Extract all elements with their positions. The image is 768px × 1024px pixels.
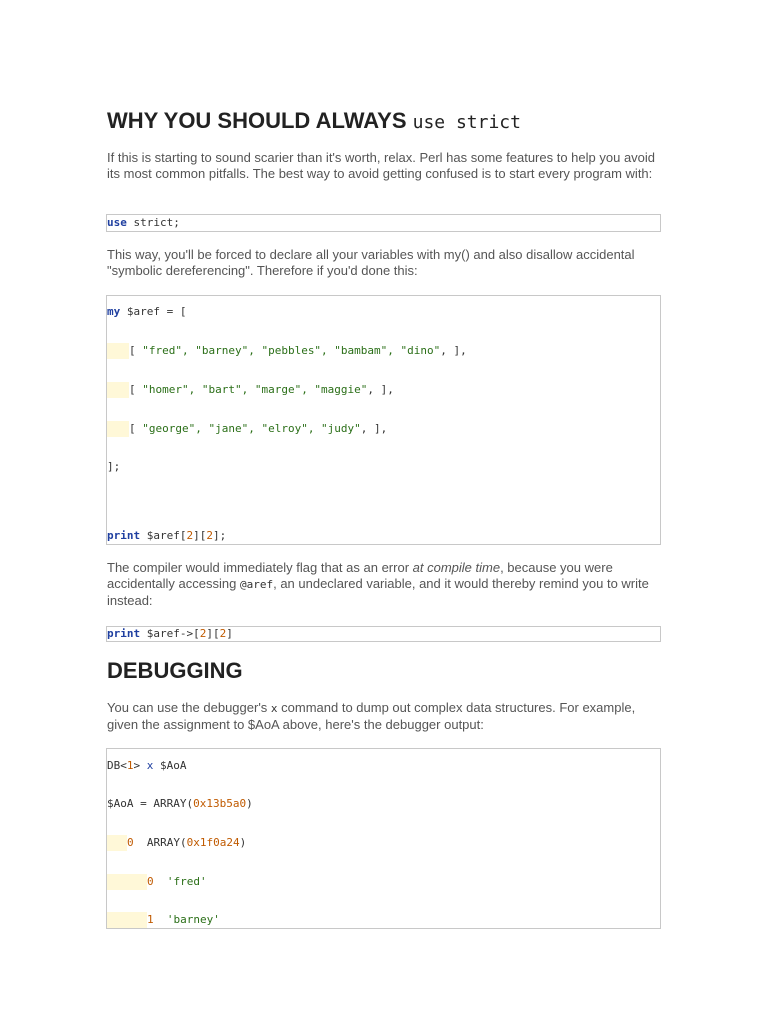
code-number: 2	[206, 529, 213, 542]
paragraph-debugger	[107, 700, 663, 733]
code-text: $aref = [	[120, 305, 187, 318]
code-block-aref	[106, 295, 661, 545]
title-code: use strict	[412, 112, 521, 133]
section-title-use-strict	[107, 108, 521, 134]
code-line	[107, 758, 187, 774]
code-line	[107, 459, 120, 475]
code-string: "homer", "bart", "marge", "maggie"	[142, 383, 368, 396]
code-block-use-strict	[106, 214, 661, 232]
code-keyword: use	[107, 216, 127, 229]
code-text: ][	[193, 529, 207, 542]
code-text: ];	[107, 460, 121, 473]
code-number: 0	[127, 836, 134, 849]
emphasis-text: at compile time	[412, 560, 501, 575]
title-text: WHY YOU SHOULD ALWAYS	[107, 108, 413, 133]
code-text: )	[239, 836, 247, 849]
code-number: 0	[147, 875, 154, 888]
code-number: 1	[126, 759, 134, 772]
code-line	[107, 421, 387, 437]
text: You can use the debugger's	[107, 700, 271, 715]
inline-code: @aref	[239, 578, 274, 591]
section-title-debugging: DEBUGGING	[107, 658, 243, 683]
code-keyword: my	[107, 305, 121, 318]
code-number: 2	[199, 627, 207, 640]
code-line	[107, 626, 233, 642]
code-block-print-arrow	[106, 626, 661, 642]
indent-guide	[107, 835, 127, 851]
code-text: , ],	[360, 422, 388, 435]
code-line	[107, 382, 394, 398]
paragraph-intro: If this is starting to sound scarier than it's worth, relax. Perl has some features to help you avoid its most common pitfalls. The best way to avoid getting confused is to start every program with:	[107, 150, 656, 181]
code-text: [	[129, 383, 143, 396]
code-line	[107, 304, 186, 320]
code-string: "george", "jane", "elroy", "judy"	[142, 422, 361, 435]
code-string: 'barney'	[153, 913, 220, 926]
inline-code: x	[270, 702, 278, 715]
code-line	[107, 874, 207, 890]
code-keyword: print	[107, 627, 141, 640]
indent-guide	[107, 382, 129, 398]
code-text: ARRAY(	[133, 836, 187, 849]
code-line	[107, 835, 246, 851]
code-string: 'fred'	[153, 875, 207, 888]
indent-guide	[107, 912, 147, 928]
text: , an undeclared variable, and it would thereby remind you to write instead:	[107, 576, 649, 608]
code-text: $aref[	[140, 529, 187, 542]
code-text: strict;	[126, 216, 180, 229]
code-string: "fred", "barney", "pebbles", "bambam", "dino"	[142, 344, 441, 357]
code-text: ];	[212, 529, 227, 542]
code-text: DB<	[107, 759, 127, 772]
text: , because you were accidentally accessing	[107, 560, 613, 591]
code-keyword: x	[146, 759, 154, 772]
paragraph-compiler	[107, 560, 663, 609]
code-block-debugger-output	[106, 748, 661, 929]
code-line	[107, 912, 220, 928]
code-text: )	[246, 797, 253, 810]
code-line	[107, 215, 180, 231]
code-number: 1	[147, 913, 154, 926]
indent-guide	[107, 874, 147, 890]
code-line	[107, 528, 226, 544]
code-text: [	[129, 422, 143, 435]
code-line	[107, 796, 253, 812]
code-text: ]	[226, 627, 233, 640]
code-text: [	[129, 344, 143, 357]
text: The compiler would immediately flag that as an error	[107, 560, 413, 575]
code-text: $AoA = ARRAY(	[107, 797, 194, 810]
code-text: ][	[206, 627, 220, 640]
code-text: , ],	[440, 344, 467, 357]
code-number: 2	[186, 529, 194, 542]
code-line	[107, 343, 467, 359]
code-number: 0x13b5a0	[193, 797, 247, 810]
code-text: $AoA	[153, 759, 187, 772]
indent-guide	[107, 343, 129, 359]
indent-guide	[107, 421, 129, 437]
paragraph-declare: This way, you'll be forced to declare all your variables with my() and also disallow accidental "symbolic dereferencing". Therefore if you'd done this:	[107, 247, 635, 278]
code-number: 0x1f0a24	[186, 836, 240, 849]
code-number: 2	[219, 627, 227, 640]
text: command to dump out complex data structures. For example, given the assignment to $AoA above, here's the debugger output:	[107, 700, 636, 732]
code-text: >	[133, 759, 147, 772]
code-keyword: print	[107, 529, 141, 542]
code-text: , ],	[367, 383, 394, 396]
code-text: $aref->[	[140, 627, 200, 640]
